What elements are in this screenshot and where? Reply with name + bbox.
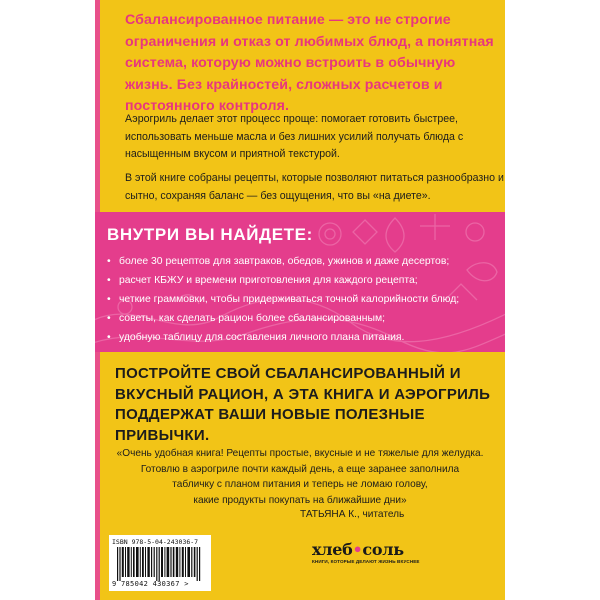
publisher-tagline: КНИГИ, КОТОРЫЕ ДЕЛАЮТ ЖИЗНЬ ВКУСНЕЕ xyxy=(312,559,420,564)
publisher-logo xyxy=(312,540,492,559)
publisher-logo-right: соль xyxy=(362,540,404,559)
testimonial-line: табличку с планом питания и теперь не ломаю голову, xyxy=(172,479,428,490)
barcode-bars xyxy=(117,547,205,581)
call-to-action-heading: ПОСТРОЙТЕ СВОЙ СБАЛАНСИРОВАННЫЙ И ВКУСНЫЙ РАЦИОН, А ЭТА КНИГА И АЭРОГРИЛЬ ПОДДЕРЖАТ ВАШИ НОВЫЕ ПОЛЕЗНЫЕ ПРИВЫЧКИ. xyxy=(115,365,491,444)
barcode-digits: 9 785042 430367 > xyxy=(112,580,189,588)
intro-paragraph-airgrill: Аэрогриль делает этот процесс проще: помогает готовить быстрее, использовать меньше масла и без лишних усилий получать блюда с насыщенным вкусом и приятной текстурой. xyxy=(125,113,464,160)
list-item: • четкие граммовки, чтобы придерживаться точной калорийности блюд; xyxy=(107,290,459,309)
intro-paragraph-book: В этой книге собраны рецепты, которые позволяют питаться разнообразно и сытно, сохраняя баланс — без ощущения, что вы «на диете». xyxy=(125,172,504,202)
publisher-logo-left: хлеб xyxy=(312,540,353,559)
list-item: • более 30 рецептов для завтраков, обедов, ужинов и даже десертов; xyxy=(107,252,459,271)
publisher-logo-block xyxy=(312,540,492,564)
barcode-block xyxy=(109,535,211,591)
testimonial-author: ТАТЬЯНА К., читатель xyxy=(300,509,405,520)
testimonial-line: «Очень удобная книга! Рецепты простые, вкусные и не тяжелые для желудка. xyxy=(116,448,484,459)
book-back-cover xyxy=(95,0,505,600)
inside-title: ВНУТРИ ВЫ НАЙДЕТЕ: xyxy=(107,225,313,244)
testimonial-line: Готовлю в аэрогриле почти каждый день, а еще заранее заполнила xyxy=(140,463,460,475)
publisher-logo-dot: • xyxy=(352,540,363,559)
inside-highlight-band xyxy=(95,212,505,352)
inside-list xyxy=(107,252,459,347)
list-item: • советы, как сделать рацион более сбалансированным; xyxy=(107,309,459,328)
intro-lead-text: Сбалансированное питание — это не строгие ограничения и отказ от любимых блюд, а понятная система, которую можно встроить в обычную жизнь. Без крайностей, сложных расчетов и постоянного контроля. xyxy=(125,12,494,114)
list-item: • расчет КБЖУ и времени приготовления для каждого рецепта; xyxy=(107,271,459,290)
testimonial-quote xyxy=(115,446,485,508)
isbn-text: ISBN 978-5-04-243036-7 xyxy=(112,538,199,546)
testimonial-line: какие продукты покупать на ближайшие дни» xyxy=(193,494,407,506)
list-item: • удобную таблицу для составления личного плана питания. xyxy=(107,328,459,347)
